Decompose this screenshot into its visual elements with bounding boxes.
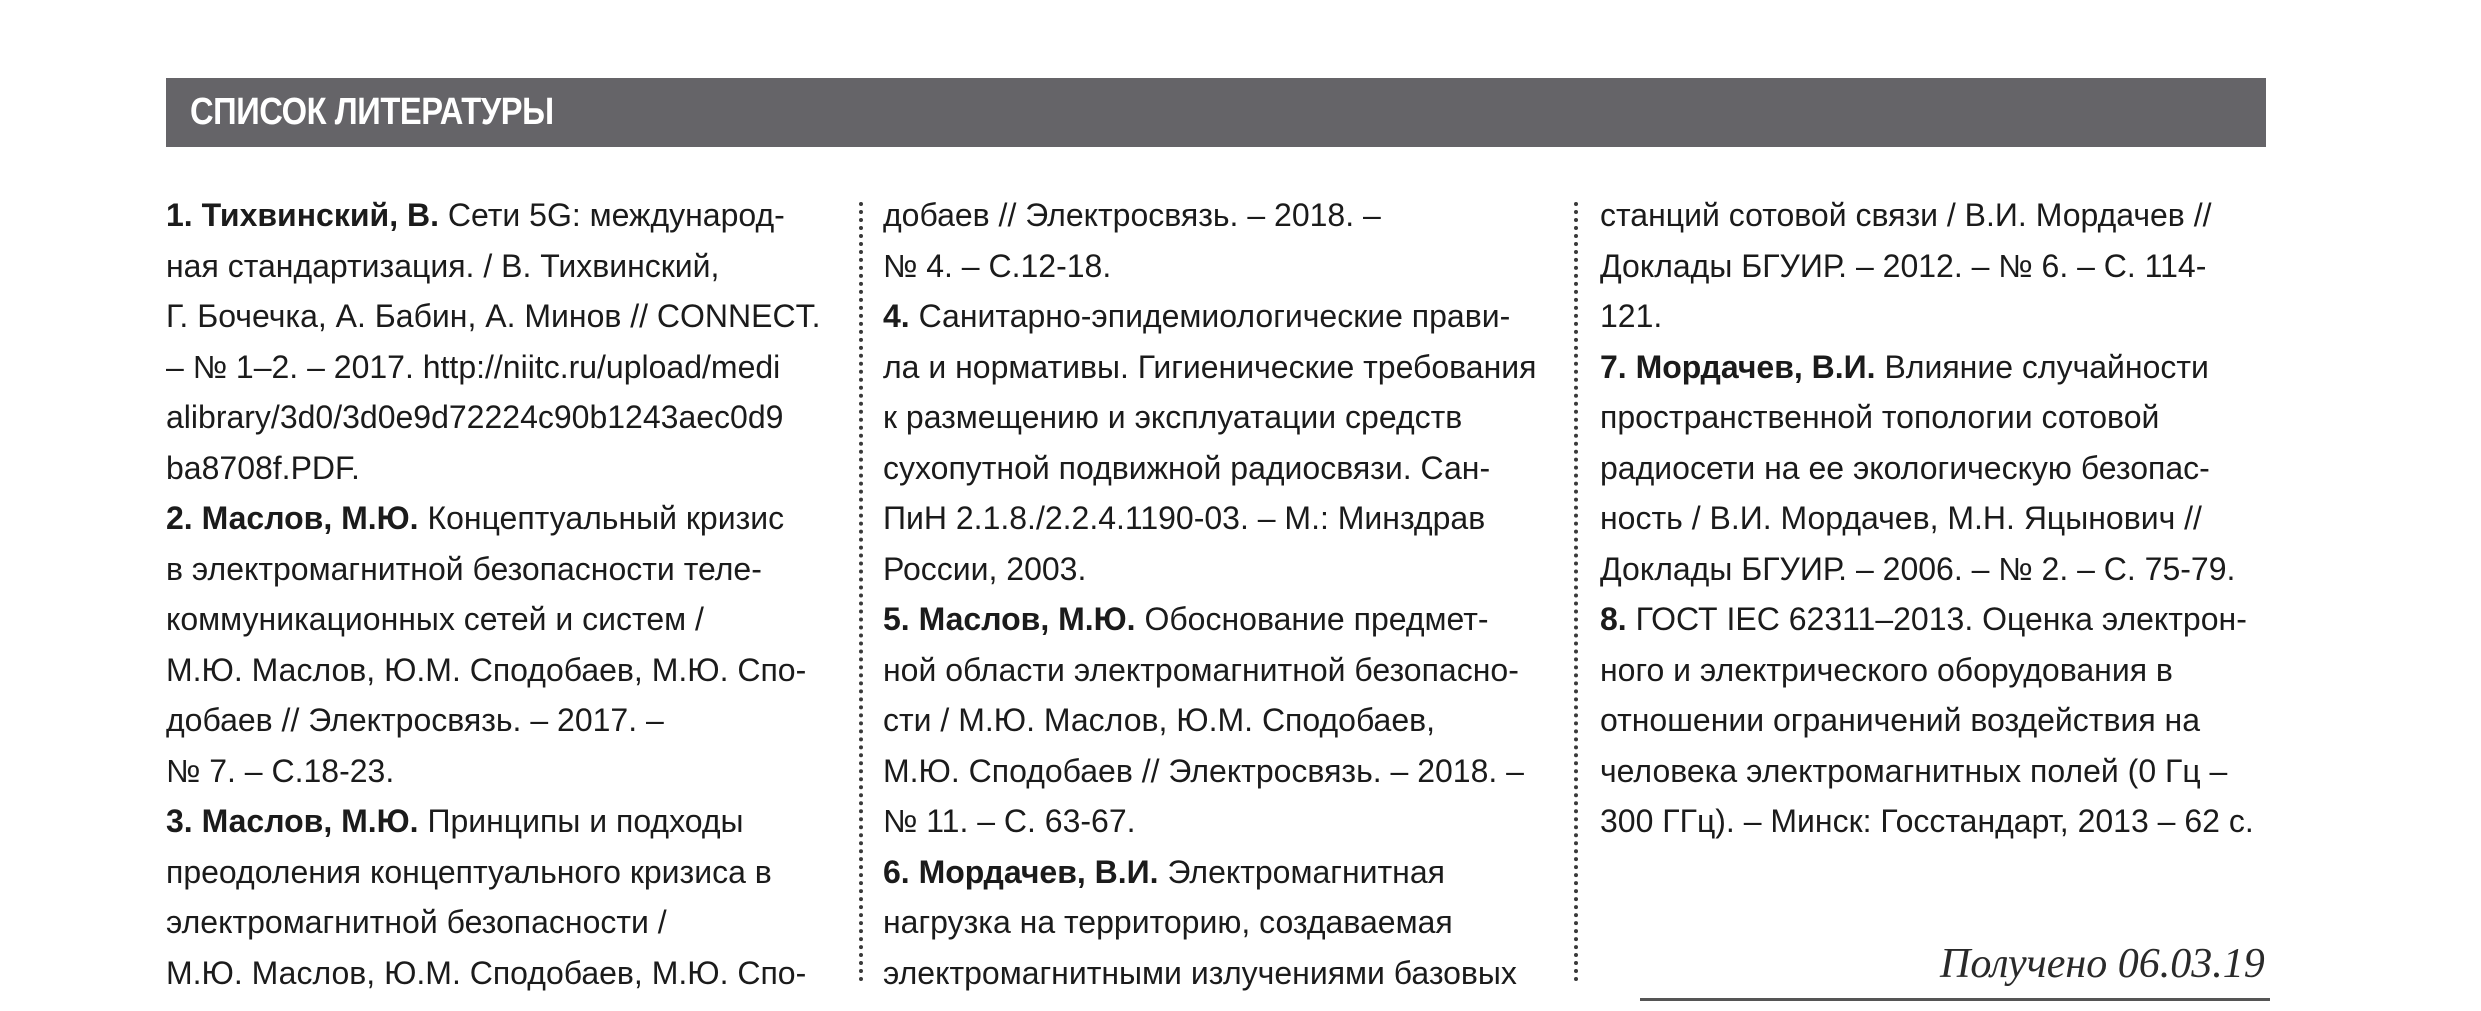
reference-column-1 [166, 190, 856, 998]
reference-line [883, 645, 1573, 696]
reference-line [166, 948, 856, 999]
reference-line [166, 695, 856, 746]
reference-line [883, 241, 1573, 292]
reference-line [1600, 342, 2290, 393]
reference-text: ПиН 2.1.8./2.2.4.1190-03. – М.: Минздрав [883, 500, 1486, 536]
reference-text: электромагнитной безопасности / [166, 904, 667, 940]
reference-text: Г. Бочечка, А. Бабин, А. Минов // CONNECT. [166, 298, 821, 334]
reference-text: ГОСТ IEC 62311–2013. Оценка электрон- [1626, 601, 2247, 637]
footer-rule [1640, 998, 2270, 1001]
reference-text: № 4. – С.12-18. [883, 247, 1112, 284]
reference-text: сухопутной подвижной радиосвязи. Сан- [883, 449, 1491, 486]
reference-text: сти / М.Ю. Маслов, Ю.М. Сподобаев, [883, 702, 1436, 738]
reference-line [1600, 746, 2290, 797]
reference-line [883, 695, 1573, 746]
reference-author: 6. Мордачев, В.И. [883, 853, 1159, 890]
reference-text: Сети 5G: международ- [438, 197, 785, 233]
reference-text: к размещению и эксплуатации средств [883, 399, 1463, 435]
reference-author: 3. Маслов, М.Ю. [166, 803, 419, 839]
reference-text: радиосети на ее экологическую безопас- [1600, 449, 2210, 486]
reference-text: Санитарно-эпидемиологические прави- [909, 298, 1511, 334]
reference-text: ba8708f.PDF. [166, 449, 360, 486]
reference-column-3 [1600, 190, 2290, 847]
reference-line [883, 897, 1573, 948]
reference-text: Электромагнитная [1158, 853, 1445, 890]
reference-line [883, 291, 1573, 342]
reference-author: 4. [883, 298, 910, 334]
reference-line [883, 847, 1573, 898]
reference-text: станций сотовой связи / В.И. Мордачев // [1600, 197, 2212, 233]
reference-line [883, 594, 1573, 645]
reference-text: коммуникационных сетей и систем / [166, 601, 704, 637]
reference-author: 1. Тихвинский, В. [166, 197, 439, 233]
reference-text: М.Ю. Сподобаев // Электросвязь. – 2018. – [883, 752, 1524, 789]
reference-author: 2. Маслов, М.Ю. [166, 500, 419, 536]
reference-line [1600, 493, 2290, 544]
reference-text: ная стандартизация. / В. Тихвинский, [166, 247, 720, 284]
reference-line [1600, 796, 2290, 847]
reference-line [1600, 443, 2290, 494]
reference-text: добаев // Электросвязь. – 2018. – [883, 197, 1381, 233]
reference-text: отношении ограничений воздействия на [1600, 702, 2200, 738]
reference-text: М.Ю. Маслов, Ю.М. Сподобаев, М.Ю. Спо- [166, 954, 807, 991]
reference-line [166, 594, 856, 645]
reference-line [883, 948, 1573, 999]
reference-text: электромагнитными излучениями базовых [883, 954, 1517, 991]
reference-text: Влияние случайности [1875, 348, 2209, 385]
reference-line [883, 493, 1573, 544]
reference-text: преодоления концептуального кризиса в [166, 853, 772, 890]
reference-text: № 7. – С.18-23. [166, 752, 395, 789]
reference-line [1600, 392, 2290, 443]
reference-text: ной области электромагнитной безопасно- [883, 651, 1519, 688]
reference-text: ность / В.И. Мордачев, М.Н. Яцынович // [1600, 500, 2202, 536]
reference-text: добаев // Электросвязь. – 2017. – [166, 702, 664, 738]
reference-line [1600, 695, 2290, 746]
reference-line [166, 342, 856, 393]
reference-line [1600, 645, 2290, 696]
reference-text: Концептуальный кризис [418, 500, 785, 536]
reference-line [1600, 241, 2290, 292]
reference-text: пространственной топологии сотовой [1600, 399, 2160, 435]
reference-line [883, 190, 1573, 241]
column-divider [859, 202, 863, 982]
reference-line [1600, 291, 2290, 342]
reference-text: человека электромагнитных полей (0 Гц – [1600, 752, 2228, 789]
reference-line [883, 443, 1573, 494]
reference-line [1600, 544, 2290, 595]
reference-text: Обоснование предмет- [1135, 601, 1489, 637]
reference-author: 7. Мордачев, В.И. [1600, 348, 1876, 385]
reference-line [883, 544, 1573, 595]
reference-line [166, 796, 856, 847]
reference-line [166, 392, 856, 443]
reference-text: – № 1–2. – 2017. http://niitc.ru/upload/medi [166, 348, 781, 385]
reference-line [166, 493, 856, 544]
reference-text: Доклады БГУИР. – 2006. – № 2. – С. 75-79. [1600, 550, 2236, 587]
reference-line [166, 847, 856, 898]
reference-line [166, 897, 856, 948]
reference-line [166, 443, 856, 494]
reference-line [883, 392, 1573, 443]
reference-line [883, 746, 1573, 797]
reference-text: 300 ГГц). – Минск: Госстандарт, 2013 – 62 с. [1600, 803, 2254, 839]
reference-text: в электромагнитной безопасности теле- [166, 550, 762, 587]
reference-text: Доклады БГУИР. – 2012. – № 6. – С. 114- [1600, 247, 2207, 284]
reference-text: № 11. – С. 63-67. [883, 803, 1136, 839]
reference-author: 8. [1600, 601, 1627, 637]
received-date: Получено 06.03.19 [1940, 941, 2265, 987]
reference-line [166, 241, 856, 292]
section-header-bar [166, 78, 2266, 147]
reference-text: 121. [1600, 298, 1663, 334]
reference-line [166, 645, 856, 696]
column-divider [1574, 202, 1578, 982]
reference-text: нагрузка на территорию, создаваемая [883, 904, 1453, 940]
reference-line [883, 342, 1573, 393]
reference-line [166, 544, 856, 595]
reference-line [166, 291, 856, 342]
section-title: СПИСОК ЛИТЕРАТУРЫ [190, 91, 554, 133]
reference-line [1600, 594, 2290, 645]
reference-text: ла и нормативы. Гигиенические требования [883, 348, 1537, 385]
reference-text: alibrary/3d0/3d0e9d72224c90b1243aec0d9 [166, 399, 784, 435]
reference-line [883, 796, 1573, 847]
reference-line [1600, 190, 2290, 241]
reference-line [166, 190, 856, 241]
reference-text: М.Ю. Маслов, Ю.М. Сподобаев, М.Ю. Спо- [166, 651, 807, 688]
reference-line [166, 746, 856, 797]
reference-author: 5. Маслов, М.Ю. [883, 601, 1136, 637]
reference-text: России, 2003. [883, 550, 1087, 587]
reference-column-2 [883, 190, 1573, 998]
reference-text: ного и электрического оборудования в [1600, 651, 2173, 688]
reference-text: Принципы и подходы [418, 803, 744, 839]
